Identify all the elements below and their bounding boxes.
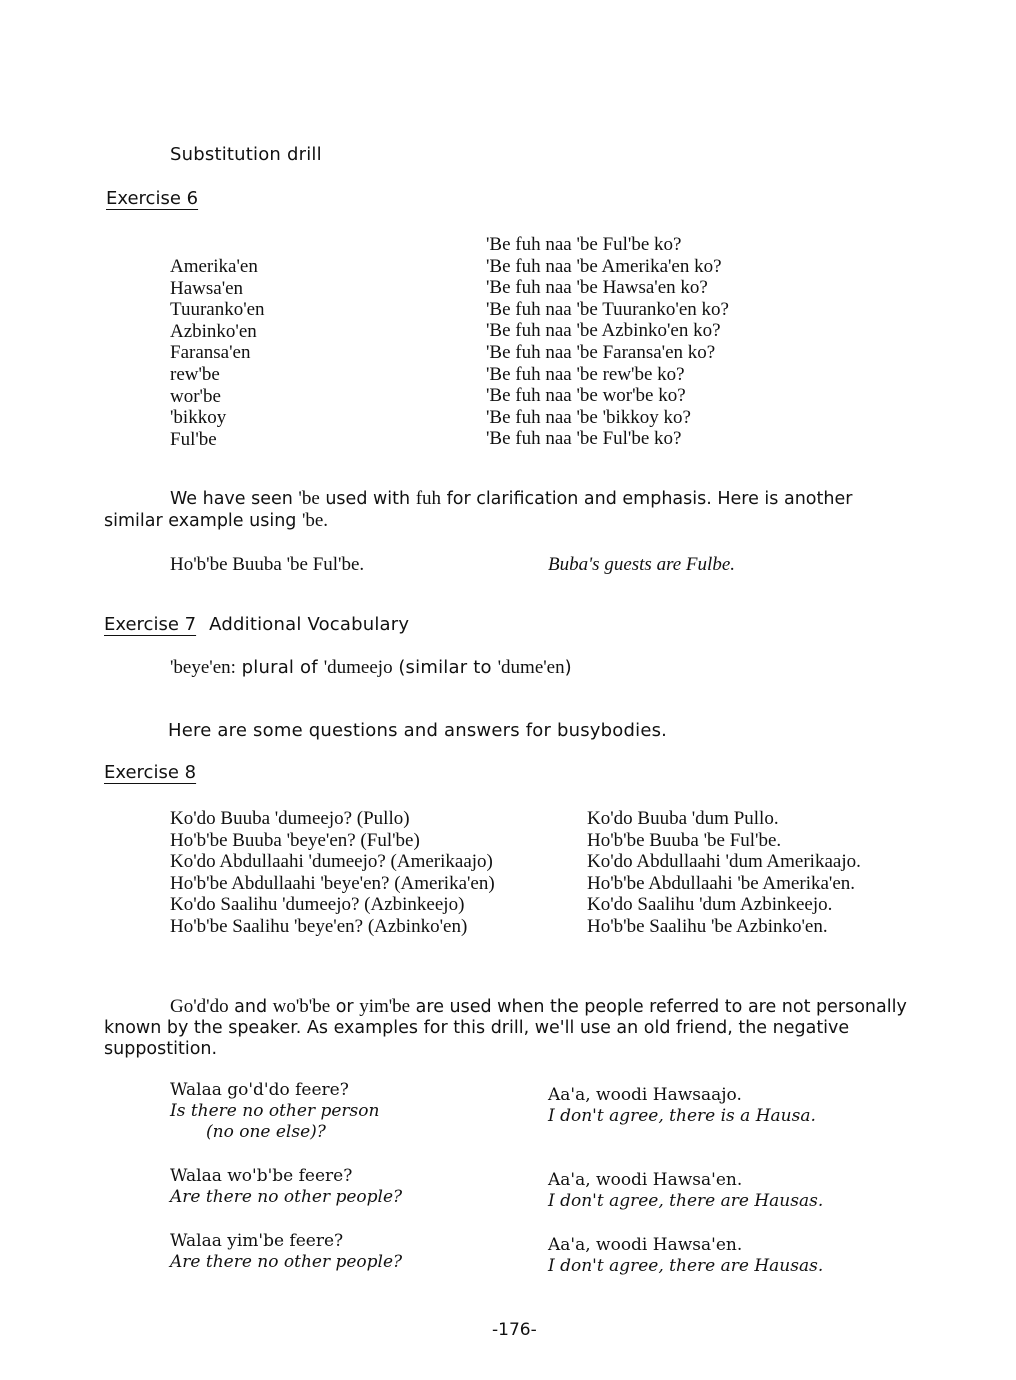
answer: Ho'b'be Saalihu 'be Azbinko'en. [587,915,828,937]
question: Ko'do Abdullaahi 'dumeejo? (Amerikaajo) [170,851,493,873]
drill-sentence: 'Be fuh naa 'be Hawsa'en ko? [486,277,708,299]
drill-question-3: Walaa yim'be feere? Are there no other people? [170,1231,403,1272]
substitution-word: rew'be [170,363,220,385]
question: Ho'b'be Buuba 'beye'en? (Ful'be) [170,829,420,851]
substitution-word: wor'be [170,385,221,407]
exercise-6-sentences [486,234,729,450]
exercise-7-subtitle: Additional Vocabulary [209,614,410,635]
drill-question-2: Walaa wo'b'be feere? Are there no other people? [170,1166,403,1207]
clarification-note: We have seen 'be used with fuh for clarification and emphasis. Here is another similar example using 'be. [104,488,853,531]
answer: Ko'do Saalihu 'dum Azbinkeejo. [587,894,833,916]
vocabulary-term: 'beye'en: [170,657,236,678]
section-title: Substitution drill [170,144,322,165]
page-number: -176- [492,1320,537,1340]
drill-sentence: 'Be fuh naa 'be Azbinko'en ko? [486,320,721,342]
example-fulfulde: Ho'b'be Buuba 'be Ful'be. [170,554,365,575]
substitution-word: Hawsa'en [170,277,244,299]
exercise-8-heading: Exercise 8 [104,762,197,783]
drill-question-1: Walaa go'd'do feere? Is there no other person (no one else)? [170,1080,380,1142]
substitution-word: Amerika'en [170,256,258,277]
answer: Ko'do Buuba 'dum Pullo. [587,808,779,829]
unknown-people-note: Go'd'do and wo'b'be or yim'be are used when the people referred to are not personally known by the speaker. As examples for this drill, we'll use an old friend, the negative suppostition. [104,996,907,1059]
drill-answer-2: Aa'a, woodi Hawsa'en. I don't agree, there are Hausas. [548,1170,824,1211]
substitution-word: 'bikkoy [170,407,227,429]
answer: Ho'b'be Abdullaahi 'be Amerika'en. [587,872,856,894]
answer: Ko'do Abdullaahi 'dum Amerikaajo. [587,851,861,873]
example-english: Buba's guests are Fulbe. [548,554,736,575]
drill-answer-1: Aa'a, woodi Hawsaajo. I don't agree, there is a Hausa. [548,1085,816,1126]
question: Ho'b'be Abdullaahi 'beye'en? (Amerika'en) [170,872,495,894]
exercise-7-heading: Exercise 7 [104,614,197,635]
drill-sentence: 'Be fuh naa 'be 'bikkoy ko? [486,406,691,428]
vocabulary-entry: 'beye'en: plural of 'dumeejo (similar to 'dume'en) [170,657,572,678]
exercise-6-heading: Exercise 6 [106,188,199,209]
substitution-word: Tuuranko'en [170,299,265,321]
substitution-word: Ful'be [170,428,217,450]
substitution-word: Faransa'en [170,342,251,364]
exercise-6-substitution-words [170,256,265,450]
drill-sentence: 'Be fuh naa 'be Ful'be ko? [486,234,682,255]
question: Ko'do Saalihu 'dumeejo? (Azbinkeejo) [170,894,465,916]
substitution-word: Azbinko'en [170,320,257,342]
drill-sentence: 'Be fuh naa 'be Tuuranko'en ko? [486,298,729,320]
exercise-8-questions [170,808,495,938]
exercise-8-answers [587,808,861,938]
drill-sentence: 'Be fuh naa 'be Amerika'en ko? [486,255,722,277]
exercise-8-intro: Here are some questions and answers for busybodies. [168,720,668,741]
drill-answer-3: Aa'a, woodi Hawsa'en. I don't agree, there are Hausas. [548,1235,824,1276]
question: Ho'b'be Saalihu 'beye'en? (Azbinko'en) [170,915,468,937]
drill-sentence: 'Be fuh naa 'be Ful'be ko? [486,428,682,450]
drill-sentence: 'Be fuh naa 'be rew'be ko? [486,363,685,385]
question: Ko'do Buuba 'dumeejo? (Pullo) [170,808,410,829]
drill-sentence: 'Be fuh naa 'be wor'be ko? [486,385,686,407]
answer: Ho'b'be Buuba 'be Ful'be. [587,829,782,851]
exercise-7-header [104,614,409,635]
drill-sentence: 'Be fuh naa 'be Faransa'en ko? [486,341,716,363]
